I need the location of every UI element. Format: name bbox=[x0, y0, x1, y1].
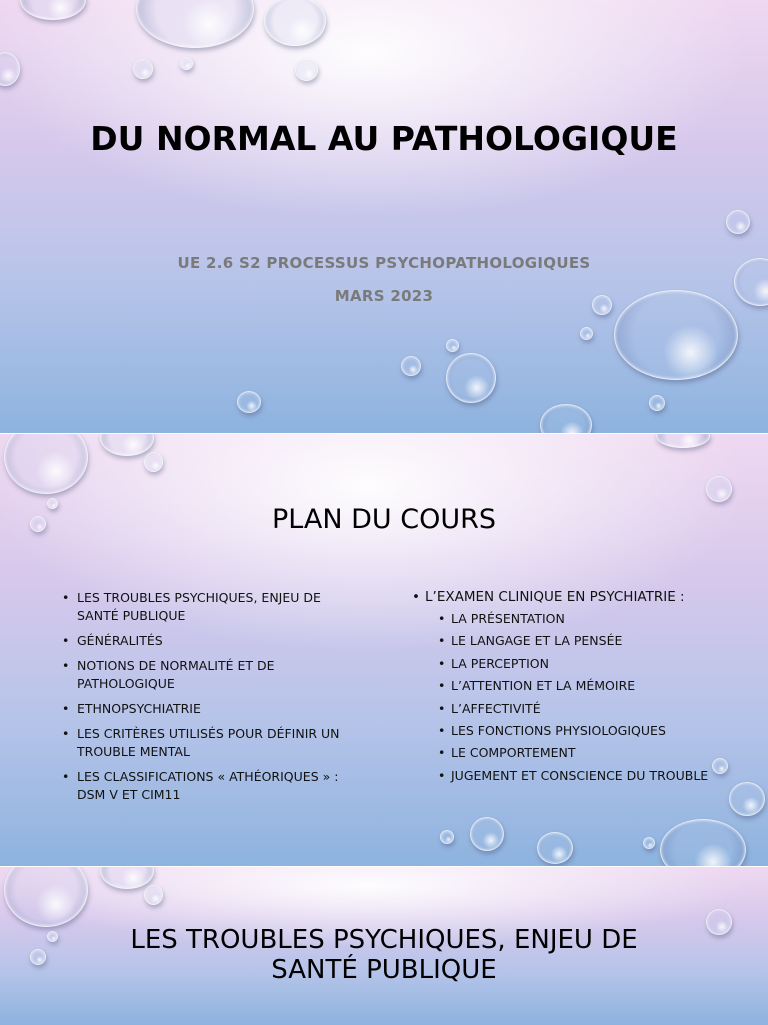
water-drop-decoration bbox=[470, 817, 504, 851]
slide-section[interactable] bbox=[0, 866, 768, 1025]
water-drop-decoration bbox=[580, 327, 593, 340]
list-item: • NOTIONS DE NORMALITÉ ET DE PATHOLOGIQUE bbox=[60, 657, 360, 693]
water-drop-decoration bbox=[734, 258, 768, 306]
water-drop-decoration bbox=[643, 837, 655, 849]
water-drop-decoration bbox=[144, 452, 163, 472]
list-heading: • L’EXAMEN CLINIQUE EN PSYCHIATRIE : bbox=[410, 588, 760, 606]
water-drop-decoration bbox=[4, 433, 88, 494]
water-drop-decoration bbox=[144, 885, 163, 905]
list-item: • LES TROUBLES PSYCHIQUES, ENJEU DE SANTÉ PUBLIQUE bbox=[60, 589, 360, 625]
slide-subtitle-date: MARS 2023 bbox=[334, 287, 434, 305]
list-item: • JUGEMENT ET CONSCIENCE DU TROUBLE bbox=[436, 767, 760, 785]
water-drop-decoration bbox=[706, 476, 732, 502]
water-drop-decoration bbox=[656, 433, 710, 448]
water-drop-decoration bbox=[47, 498, 58, 509]
water-drop-decoration bbox=[100, 866, 154, 889]
water-drop-decoration bbox=[30, 516, 46, 532]
sub-list-container bbox=[410, 610, 760, 785]
plan-left-list bbox=[60, 589, 360, 811]
list-item: • ETHNOPSYCHIATRIE bbox=[60, 700, 360, 718]
water-drop-decoration bbox=[237, 391, 261, 413]
list-item: • LES CLASSIFICATIONS « ATHÉORIQUES » : DSM V ET CIM11 bbox=[60, 768, 360, 804]
water-drop-decoration bbox=[20, 0, 86, 20]
slide-title[interactable] bbox=[0, 0, 768, 433]
water-drop-decoration bbox=[446, 353, 496, 403]
water-drop-decoration bbox=[706, 909, 732, 935]
water-drop-decoration bbox=[295, 59, 318, 81]
water-drop-decoration bbox=[100, 433, 154, 456]
water-drop-decoration bbox=[726, 210, 750, 234]
list-item: • GÉNÉRALITÉS bbox=[60, 632, 360, 650]
list-item: • L’AFFECTIVITÉ bbox=[436, 700, 760, 718]
list-item: • LE COMPORTEMENT bbox=[436, 744, 760, 762]
water-drop-decoration bbox=[649, 395, 665, 411]
list-item: • LES FONCTIONS PHYSIOLOGIQUES bbox=[436, 722, 760, 740]
list-item: • LA PRÉSENTATION bbox=[436, 610, 760, 628]
plan-title: PLAN DU COURS bbox=[271, 504, 497, 535]
water-drop-decoration bbox=[537, 832, 573, 864]
water-drop-decoration bbox=[30, 949, 46, 965]
slide-subtitle-course: UE 2.6 S2 PROCESSUS PSYCHOPATHOLOGIQUES bbox=[177, 254, 591, 272]
plan-sub-list bbox=[410, 610, 760, 785]
water-drop-decoration bbox=[136, 0, 254, 48]
water-drop-decoration bbox=[0, 52, 20, 86]
water-drop-decoration bbox=[446, 339, 459, 352]
list-item: • LA PERCEPTION bbox=[436, 655, 760, 673]
list-item: • LES CRITÈRES UTILISÉS POUR DÉFINIR UN TROUBLE MENTAL bbox=[60, 725, 360, 761]
plan-right-list bbox=[410, 588, 760, 789]
list-item: • LE LANGAGE ET LA PENSÉE bbox=[436, 632, 760, 650]
list-item: • L’ATTENTION ET LA MÉMOIRE bbox=[436, 677, 760, 695]
water-drop-decoration bbox=[660, 819, 746, 867]
section-title: LES TROUBLES PSYCHIQUES, ENJEU DE SANTÉ PUBLIQUE bbox=[130, 925, 638, 985]
water-drop-decoration bbox=[264, 0, 326, 46]
slide-plan[interactable] bbox=[0, 433, 768, 867]
water-drop-decoration bbox=[540, 404, 592, 433]
water-drop-decoration bbox=[180, 57, 193, 70]
slide-title-heading: DU NORMAL AU PATHOLOGIQUE bbox=[90, 119, 678, 158]
water-drop-decoration bbox=[47, 931, 58, 942]
water-drop-decoration bbox=[440, 830, 454, 844]
water-drop-decoration bbox=[4, 866, 88, 927]
water-drop-decoration bbox=[401, 356, 421, 376]
water-drop-decoration bbox=[133, 59, 153, 79]
